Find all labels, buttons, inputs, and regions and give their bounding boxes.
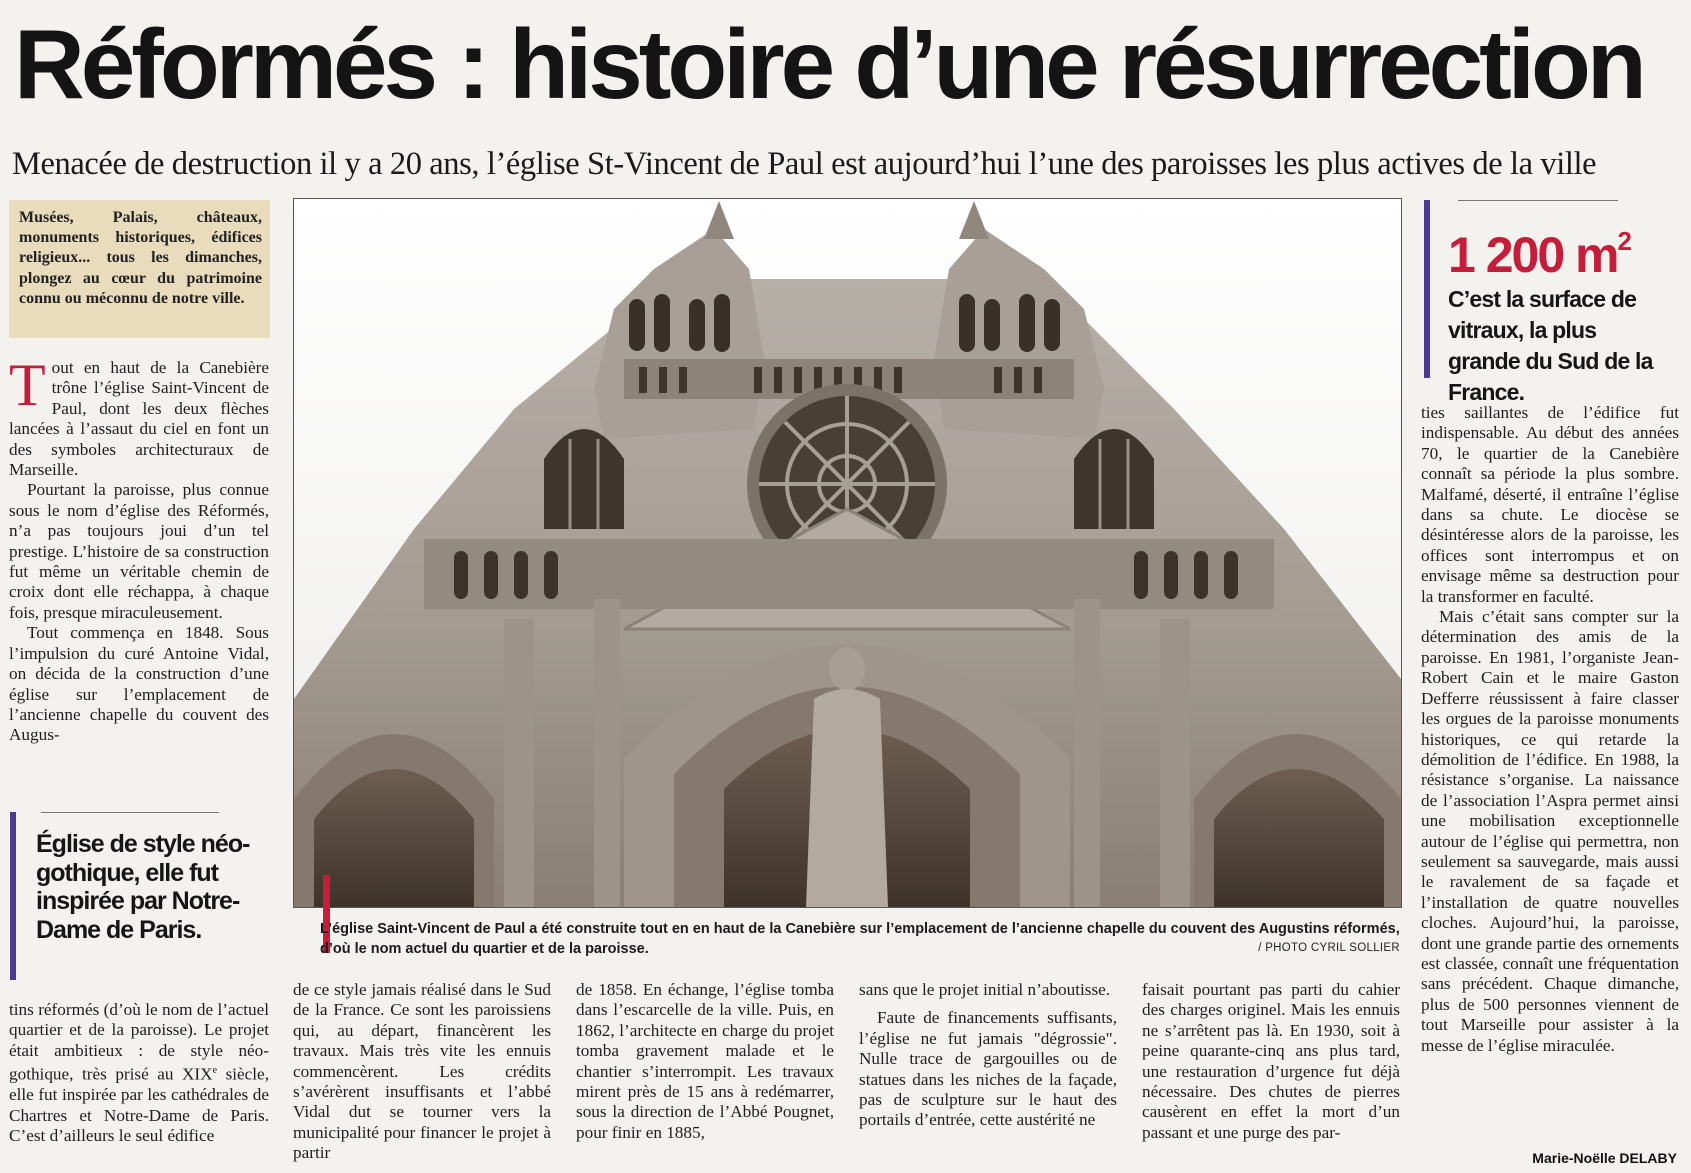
paragraph-text: out en haut de la Canebière trône l’église Saint-Vincent de Paul, dont les deux flèches lancées à l’assaut du ciel en font un des symboles architecturaux de Marseille. (9, 358, 269, 480)
subheadline: Menacée de destruction il y a 20 ans, l’église St-Vincent de Paul est aujourd’hui l’une des paroisses les plus actives de la ville (12, 146, 1597, 182)
dropcap: T (9, 352, 46, 418)
stat-description: C’est la surface de vitraux, la plus grande du Sud de la France. (1448, 286, 1653, 405)
article-column-3 (576, 980, 834, 1143)
stat-unit-exponent: 2 (1617, 226, 1630, 256)
article-paragraph (9, 1000, 269, 1147)
church-facade-illustration (294, 199, 1401, 907)
article-paragraph: de ce style jamais réalisé dans le Sud de la France. Ce sont les paroissiens qui, au départ, financèrent les travaux. Mais très vite les ennuis commencèrent. Les crédits s’avérèrent insuffisants et l’abbé Vidal dut se tourner vers la municipalité pour financer le projet à partir (293, 980, 551, 1163)
article-column-2 (293, 980, 551, 1164)
divider (41, 812, 219, 813)
stat-value (1448, 212, 1669, 284)
divider (1458, 200, 1618, 201)
article-paragraph: Pourtant la paroisse, plus connue sous le nom d’église des Réformés, n’a pas toujours joui d’un tel prestige. L’histoire de sa construction fut même un véritable chemin de croix dont elle réchappa, à chaque fois, presque miraculeusement. (9, 480, 269, 622)
pull-quote (10, 812, 266, 980)
stat-box (1424, 200, 1669, 405)
stat-number: 1 200 m (1448, 227, 1618, 283)
photo-credit: / PHOTO CYRIL SOLLIER (1258, 942, 1400, 954)
paragraph-text: siècle, elle fut inspirée par les cathédrales de Chartres et Notre-Dame de Paris. C’est d’ailleurs le seul édifice (9, 1064, 269, 1146)
byline: Marie-Noëlle DELABY (1532, 1150, 1677, 1166)
article-paragraph: Tout commença en 1848. Sous l’impulsion du curé Antoine Vidal, on décida de la construction d’une église sur l’emplacement de l’ancienne chapelle du couvent des Augus- (9, 623, 269, 745)
article-column-5 (1142, 980, 1400, 1143)
headline: Réformés : histoire d’une résurrection (14, 9, 1643, 119)
article-paragraph: de 1858. En échange, l’église tomba dans l’escarcelle de la ville. Puis, en 1862, l’architecte en charge du projet tomba gravement malade et le chantier s’interrompit. Les travaux mirent près de 15 ans à redémarrer, sous la direction de l’Abbé Pougnet, pour finir en 1885, (576, 980, 834, 1142)
article-column-1 (9, 352, 269, 746)
paragraph-text: tins réformés (d’où le nom de l’actuel quartier et de la paroisse). Le projet était ambitieux : de style néo-gothique, très prisé au XIX (9, 1000, 269, 1084)
article-paragraph: sans que le projet initial n’aboutisse. (859, 980, 1111, 999)
article-column-4 (859, 980, 1117, 1131)
pull-quote-text: Église de style néo-gothique, elle fut inspirée par Notre-Dame de Paris. (36, 830, 250, 944)
superscript: e (212, 1065, 218, 1077)
photo-caption: L’église Saint-Vincent de Paul a été construite tout en en haut de la Canebière sur l’emplacement de l’ancienne chapelle du couvent des Augustins réformés, d’où le nom actuel du quartier et de la paroisse. (320, 921, 1400, 957)
article-paragraph: ties saillantes de l’édifice fut indispensable. Au début des années 70, le quartier de la Canebière connaît sa période la plus sombre. Malfamé, déserté, il entraîne l’église dans sa chute. Le diocèse se désintéresse alors de la paroisse, les offices sont interrompus et on envisage même sa destruction pour la transformer en faculté. (1421, 403, 1679, 606)
church-photo (293, 198, 1402, 908)
article-paragraph: Faute de financements suffisants, l’église ne fut jamais "dégrossie". Nulle trace de gargouilles ou de statues dans les niches de la façade, pas de sculpture sur le haut des portails d’entrée, cette austérité ne (859, 1008, 1117, 1130)
article-paragraph (9, 352, 269, 480)
article-column-1-continued (9, 1000, 269, 1147)
article-paragraph: faisait pourtant pas parti du cahier des charges originel. Mais les ennuis ne s’arrêtent pas là. En 1930, soit à peine quarante-cinq ans plus tard, une restauration d’urgence fut déjà nécessaire. Des chutes de pierres causèrent en effet la mort d’un passant et une purge des par- (1142, 980, 1400, 1142)
article-column-6 (1421, 403, 1679, 1056)
article-paragraph: Mais c’était sans compter sur la détermination des amis de la paroisse. En 1981, l’organiste Jean-Robert Cain et le maire Gaston Defferre réussissent à faire classer les orgues de la paroisse monuments historiques, ce qui retarde la démolition de l’édifice. En 1988, la résistance s’organise. La naissance de l’association l’Aspra permet ainsi une mobilisation exceptionnelle autour de l’église qui permettra, non seulement sa sauvegarde, mais aussi le ravalement de sa façade et l’installation de quatre nouvelles cloches. Aujourd’hui, la paroisse, dont une grande partie des ornements est classée, connaît une fréquentation sans précédent. Chaque dimanche, plus de 500 personnes viennent de tout Marseille pour assister à la messe de l’église miraculée. (1421, 607, 1679, 1055)
teaser-box: Musées, Palais, châteaux, monuments historiques, édifices religieux... tous les dimanches, plongez au cœur du patrimoine connu ou méconnu de notre ville. (9, 200, 270, 338)
